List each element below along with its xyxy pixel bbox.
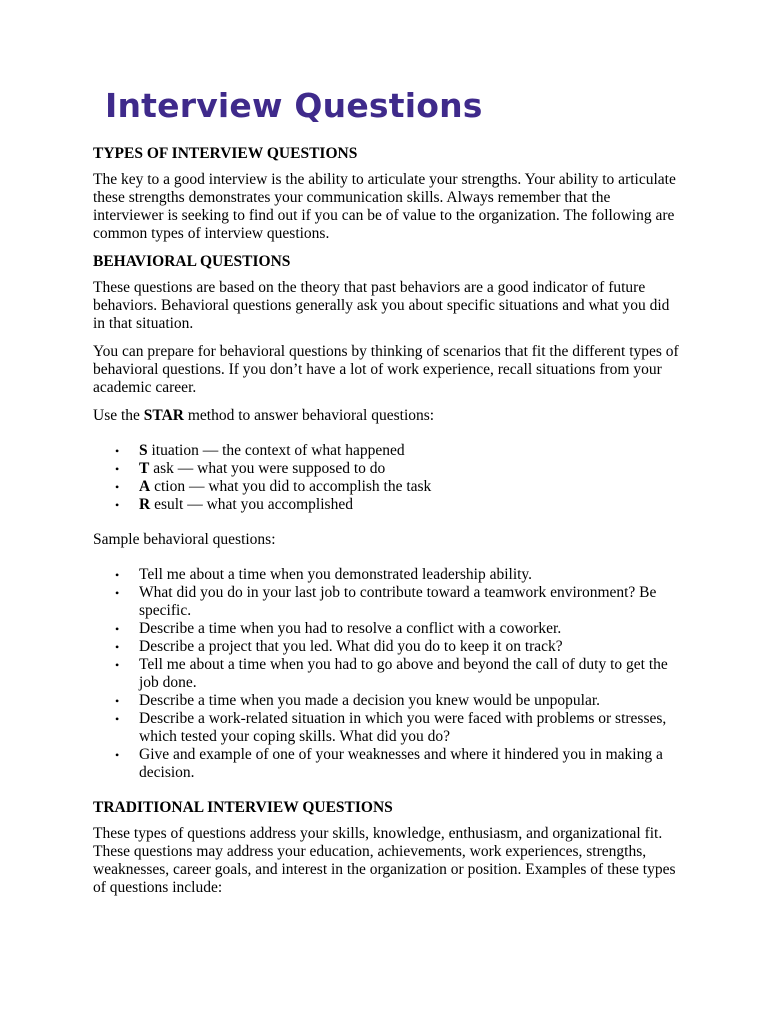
bullet-icon: • — [115, 748, 120, 762]
bullet-icon: • — [115, 568, 120, 582]
bullet-icon: • — [115, 640, 120, 654]
star-intro-bold: STAR — [143, 407, 184, 424]
list-item — [115, 692, 683, 710]
star-intro — [93, 407, 683, 425]
sample-question: Describe a time when you had to resolve a conflict with a coworker. — [139, 620, 562, 637]
list-item — [115, 620, 683, 638]
list-item — [115, 442, 683, 460]
list-item — [115, 656, 683, 692]
bullet-icon: • — [115, 694, 120, 708]
sample-questions-list — [93, 566, 683, 782]
star-letter: R — [139, 496, 151, 513]
page-title: Interview Questions — [105, 86, 483, 125]
sample-question: Describe a project that you led. What did you do to keep it on track? — [139, 638, 563, 655]
sample-question: Describe a time when you made a decision you knew would be unpopular. — [139, 692, 601, 709]
behavioral-paragraph-1: These questions are based on the theory that past behaviors are a good indicator of future behaviors. Behavioral questions generally ask you about specific situations and what you did in that situation. — [93, 279, 670, 332]
types-paragraph: The key to a good interview is the ability to articulate your strengths. Your ability to articulate these strengths demonstrates your communication skills. Always remember that the interviewer is seeking to find out if you can be of value to the organization. The following are common types of interview questions. — [93, 171, 676, 242]
sample-question: What did you do in your last job to contribute toward a teamwork environment? Be specific. — [139, 584, 657, 619]
star-text: ituation — the context of what happened — [147, 442, 405, 459]
sample-question: Give and example of one of your weaknesses and where it hindered you in making a decision. — [139, 746, 663, 781]
behavioral-heading: BEHAVIORAL QUESTIONS — [93, 253, 291, 270]
document-page — [93, 86, 683, 907]
sample-question: Describe a work-related situation in which you were faced with problems or stresses, which tested your coping skills. What did you do? — [139, 710, 667, 745]
list-item — [115, 460, 683, 478]
bullet-icon: • — [115, 480, 120, 494]
sample-question: Tell me about a time when you had to go above and beyond the call of duty to get the job done. — [139, 656, 668, 691]
traditional-paragraph: These types of questions address your skills, knowledge, enthusiasm, and organizational fit. These questions may address your education, achievements, work experiences, strengths, weaknesses, career goals, and interest in the organization or position. Examples of these types of questions include: — [93, 825, 676, 896]
star-text: ask — what you were supposed to do — [149, 460, 386, 477]
star-letter: A — [139, 478, 151, 495]
list-item — [115, 496, 683, 514]
samples-intro: Sample behavioral questions: — [93, 531, 276, 548]
bullet-icon: • — [115, 712, 120, 726]
star-text: esult — what you accomplished — [150, 496, 353, 513]
bullet-icon: • — [115, 586, 120, 600]
star-text: ction — what you did to accomplish the task — [150, 478, 432, 495]
bullet-icon: • — [115, 462, 120, 476]
bullet-icon: • — [115, 444, 120, 458]
star-letter: T — [139, 460, 150, 477]
star-intro-post: method to answer behavioral questions: — [184, 407, 435, 424]
list-item — [115, 710, 683, 746]
sample-question: Tell me about a time when you demonstrated leadership ability. — [139, 566, 533, 583]
list-item — [115, 746, 683, 782]
list-item — [115, 566, 683, 584]
behavioral-paragraph-2: You can prepare for behavioral questions by thinking of scenarios that fit the different types of behavioral questions. If you don’t have a lot of work experience, recall situations from your academic career. — [93, 343, 679, 396]
list-item — [115, 584, 683, 620]
list-item — [115, 478, 683, 496]
list-item — [115, 638, 683, 656]
bullet-icon: • — [115, 498, 120, 512]
types-heading: TYPES OF INTERVIEW QUESTIONS — [93, 145, 358, 162]
star-letter: S — [139, 442, 148, 459]
bullet-icon: • — [115, 658, 120, 672]
bullet-icon: • — [115, 622, 120, 636]
traditional-heading: TRADITIONAL INTERVIEW QUESTIONS — [93, 799, 393, 816]
star-list — [93, 442, 683, 514]
star-intro-pre: Use the — [93, 407, 144, 424]
